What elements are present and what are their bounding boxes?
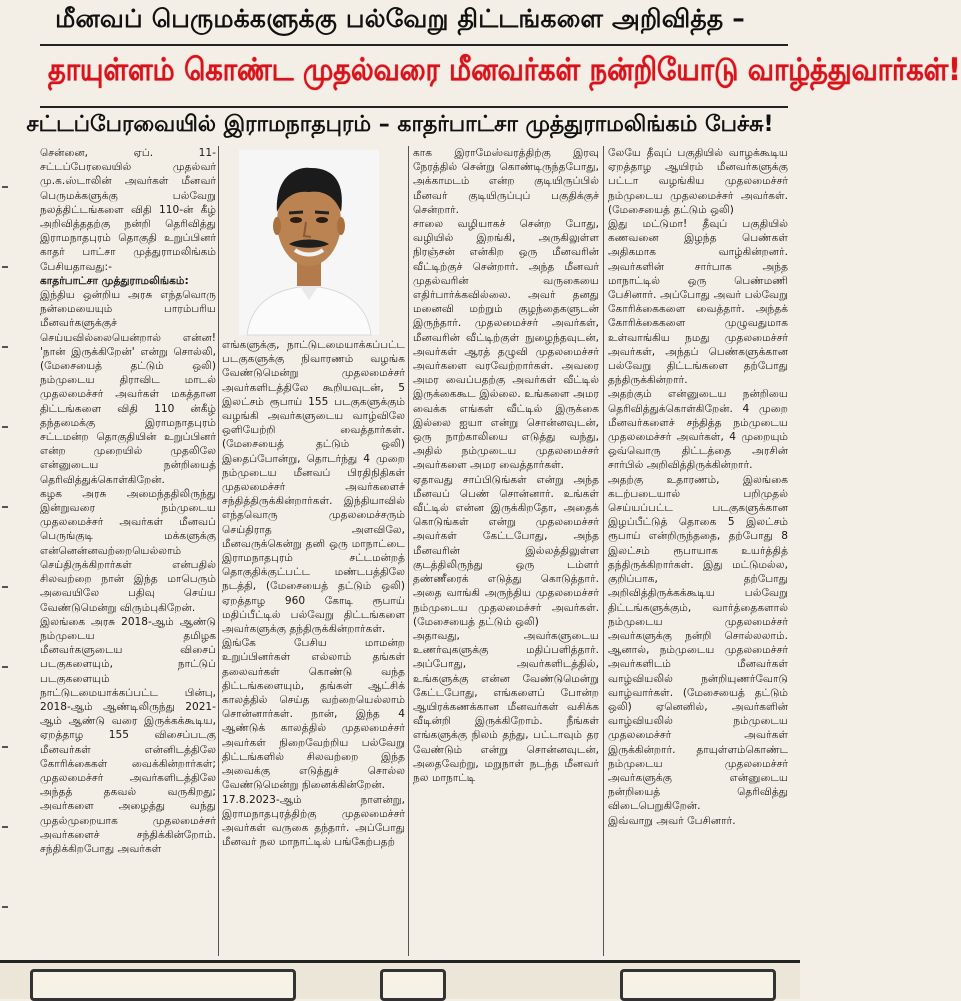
paragraph: லேயே தீவுப் பகுதியில் வாழக்கூடிய ஏறத்தாழ ஆயிரம் மீனவர்களுக்கு பட்டா வழங்கிய முதலமைச்சர் நம்முடைய முதலமைச்சர் அவர்கள். (மேசையைத் தட்டும் ஒலி): [608, 147, 788, 216]
headline-rule: [40, 106, 788, 108]
speaker-photo: [239, 150, 379, 335]
paragraph: இங்கே பேசிய மாமன்ற உறுப்பினர்கள் எல்லாம் தங்கள் தலைவர்கள் கொண்டு வந்த திட்டங்களையும், தங்கள் ஆட்சிக் காலத்தில் செய்த வற்றையெல்லாம் சொன்னார்கள். நான், இந்த 4 ஆண்டுக் காலத்தில் முதலமைச்சர் அவர்கள் நிறைவேற்றிய பல்வேறு திட்டங்களில் சிலவற்றை இந்த அவைக்கு எடுத்துச் சொல்ல வேண்டுமென்று நினைக்கின்றேன்.: [222, 637, 405, 792]
column-3: [413, 146, 599, 785]
decorative-frame-center: [380, 969, 446, 1001]
paragraph: இது மட்டுமா! தீவுப் பகுதியில் கணவனை இழந்த பெண்கள் அதிகமாக வாழ்கின்றனர். அவர்களின் சார்பாக அந்த மாநாட்டில் ஒரு பெண்மணி பேசினார். அப்போது அவர் பல்வேறு கோரிக்கைகளை வைத்தார். அந்தக் கோரிக்கைகளை முழுவதுமாக உள்வாங்கிய நமது முதலமைச்சர் அவர்கள், அந்தப் பெண்களுக்கான பல்வேறு திட்டங்களை தற்போது தந்திருக்கின்றார்.: [608, 218, 788, 387]
paragraph: காக இராமேஸ்வரத்திற்கு இரவு நேரத்தில் சென்று கொண்டிருந்தபோது, அக்காமடம் என்ற குடியிருப்பில் மீனவர் குடியிருப்புப் பகுதிக்குச் சென்றார்.: [413, 147, 599, 216]
decorative-frame-right: [620, 969, 776, 1001]
column-1: [40, 146, 216, 856]
speaker-name: காதர்பாட்சா முத்துராமலிங்கம்:: [40, 274, 189, 287]
paragraph: ஏதாவது சாப்பிடுங்கள் என்று அந்த மீனவப் பெண் சொன்னார். உங்கள் வீட்டில் என்ன இருக்கிறதோ, அதைக் கொடுங்கள் என்று முதலமைச்சர் அவர்கள் கேட்டபோது, அந்த மீனவரின் இல்லத்திலுள்ள குடத்திலிருந்து ஒரு டம்ளர் தண்ணீரைக் எடுத்து கொடுத்தார். அதை வாங்கி அருந்திய முதலமைச்சர் நம்முடைய முதலமைச்சர் அவர்கள். (மேசையைத் தட்டும் ஒலி): [413, 473, 599, 628]
portrait-illustration: [239, 150, 379, 335]
kicker-headline: மீனவப் பெருமக்களுக்கு பல்வேறு திட்டங்களை அறிவித்த –: [55, 4, 745, 33]
next-article-strip: [0, 960, 800, 999]
paragraph: இந்திய ஒன்றிய அரசு எந்தவொரு நன்மையையும் பாரம்பரிய மீனவர்களுக்குச் செய்யவில்லையென்றால் என்ன! 'நான் இருக்கிறேன்' என்று சொல்லி, (மேசையைத் தட்டும் ஒலி) நம்முடைய திராவிட மாடல் முதலமைச்சர் அவர்கள் மகத்தான திட்டங்களை விதி 110 ன்கீழ் தந்தமைக்கு இராமநாதபுரம் சட்டமன்ற தொகுதியின் உறுப்பினர் என்ற முறையில் முதலிலே என்னுடைய நன்றியைத் தெரிவித்துக்கொள்கிறேன்.: [40, 289, 216, 486]
column-divider-3: [603, 146, 604, 956]
paragraph: கழக அரசு அமைந்ததிலிருந்து இன்றுவரை நம்முடைய முதலமைச்சர் அவர்கள் மீனவப் பெருங்குடி மக்களுக்கு என்னென்னவற்றையெல்லாம் செய்திருக்கிறார்கள் என்பதில் சிலவற்றை நான் இந்த மாபெரும் அவையிலே பதிவு செய்ய வேண்டுமென்று விரும்புகிறேன்.: [40, 487, 216, 614]
dateline-paragraph: சென்னை, ஏப். 11- சட்டப்பேரவையில் முதல்வர் மு.க.ஸ்டாலின் அவர்கள் மீனவர் பெருமக்களுக்கு பல்வேறு நலத்திட்டங்களை விதி 110-ன் கீழ் அறிவித்ததற்கு நன்றி தெரிவித்து இராமநாதபுரம் தொகுதி உறுப்பினர் காதர் பாட்சா முத்துராமலிங்கம் பேசியதாவது:-: [40, 147, 216, 273]
paragraph: அதற்கு உதாரணம், இலங்கை கடற்படையால் பறிமுதல் செய்யப்பட்ட படகுகளுக்கான இழப்பீட்டுத் தொகை 5 இலட்சம் ரூபாய் என்றிருந்ததை, தற்போது 8 இலட்சம் ரூபாயாக உயர்த்தித் தந்திருக்கிறார்கள். இது மட்டுமல்ல, குறிப்பாக, தற்போது அறிவித்திருக்கக்கூடிய பல்வேறு திட்டங்களுக்கும், வார்த்தைகளால் நம்முடைய முதலமைச்சர் அவர்களுக்கு நன்றி சொல்லலாம். ஆனால், நம்முடைய முதலமைச்சர் அவர்களிடம் மீனவர்கள் வாழ்வியலில் நன்றியுணர்வோடு வாழ்வார்கள். (மேசையைத் தட்டும் ஒலி) ஏனெனில், அவர்களின் வாழ்வியலில் நம்முடைய முதலமைச்சர் அவர்கள் இருக்கின்றார். தாயுள்ளம்கொண்ட நம்முடைய முதலமைச்சர் அவர்களுக்கு என்னுடைய நன்றியைத் தெரிவித்து விடைபெறுகிறேன்.: [608, 473, 788, 813]
paragraph: எங்களுக்கு, நாட்டுடமையாக்கப்பட்ட படகுகளுக்கு நிவாரணம் வழங்க வேண்டுமென்று முதலமைச்சர் அவர்களிடத்திலே கூறியவுடன், 5 இலட்சம் ரூபாய் 155 படகுகளுக்கும் வழங்கி அவர்களுடைய வாழ்விலே ஒளியேற்றி வைத்தார்கள். (மேசையைத் தட்டும் ஒலி) இதைப்போன்று, தொடர்ந்து 4 முறை நம்முடைய மீனவப் பிரதிநிதிகள் முதலமைச்சர் அவர்களைச் சந்தித்திருக்கின்றார்கள். இந்தியாவில் எந்தவொரு முதலமைச்சரும் செய்திராத அளவிலே, மீனவருக்கென்று தனி ஒரு மாநாட்டை இராமநாதபுரம் சட்டமன்றத் தொகுதிக்குட்பட்ட மண்டபத்திலே நடத்தி, (மேசையைத் தட்டும் ஒலி) ஏறத்தாழ 960 கோடி ரூபாய் மதிப்பீட்டில் பல்வேறு திட்டங்களை அவர்களுக்கு தந்திருக்கின்றார்கள்.: [222, 339, 405, 636]
closing-line: இவ்வாறு அவர் பேசினார்.: [608, 814, 736, 827]
column-4: [608, 146, 788, 828]
paragraph: அதற்கும் என்னுடைய நன்றியை தெரிவித்துக்கொள்கிறேன். 4 முறை மீனவர்களைச் சந்தித்த நம்முடைய முதலமைச்சர் அவர்கள், 4 முறையும் ஒவ்வொரு திட்டத்தை அரசின் சார்பில் அறிவித்திருக்கின்றார்.: [608, 388, 788, 472]
subheadline: சட்டப்பேரவையில் இராமநாதபுரம் – காதர்பாட்சா முத்துராமலிங்கம் பேச்சு!: [26, 112, 774, 137]
paragraph: சாலை வழியாகச் சென்ற போது, வழியில் இறங்கி, அருகிலுள்ள நிரஞ்சன் என்கிற ஒரு மீனவரின் வீட்டிற்குச் சென்றார். அந்த மீனவர் முதல்வரின் வருகையை எதிர்பார்க்கவில்லை. அவர் தனது மனைவி மற்றும் குழந்தைகளுடன் இருந்தார். முதலமைச்சர் அவர்கள், மீனவரின் வீட்டிற்குள் நுழைந்தவுடன், அவர்கள் ஆரத் தழுவி முதலமைச்சர் அவர்களை வரவேற்றார்கள். அவரை அமர வைப்பதற்கு அவர்கள் வீட்டில் இருக்கைகூட இல்லை. உங்களை அமர வைக்க எங்கள் வீட்டில் இருக்கை இல்லை ஐயா என்று சொன்னவுடன், ஒரு நாற்காலியை எடுத்து வந்து, அதில் நம்முடைய முதலமைச்சர் அவர்களை அமர வைத்தார்கள்.: [413, 218, 599, 472]
paragraph: 17.8.2023-ஆம் நாளன்று, இராமநாதபுரத்திற்கு முதலமைச்சர் அவர்கள் வருகை தந்தார். அப்போது மீனவர் நல மாநாட்டில் பங்கேற்பதற்: [222, 793, 405, 849]
column-2: [222, 338, 405, 849]
column-divider-1: [218, 146, 219, 956]
top-rule: [40, 44, 788, 46]
column-divider-2: [408, 146, 409, 956]
main-headline: தாயுள்ளம் கொண்ட முதல்வரை மீனவர்கள் நன்றியோடு வாழ்த்துவார்கள்!: [48, 52, 961, 88]
paragraph: இலங்கை அரசு 2018-ஆம் ஆண்டு நம்முடைய தமிழக மீனவர்களுடைய விசைப் படகுகளையும், நாட்டுப் படகுகளையும் நாட்டுடமையாக்கப்பட்ட பின்பு, 2018-ஆம் ஆண்டிலிருந்து 2021-ஆம் ஆண்டு வரை இருக்கக்கூடிய, ஏறத்தாழ 155 விசைப்படகு மீனவர்கள் என்னிடத்திலே கோரிக்கைகள் வைக்கின்றார்கள்; முதலமைச்சர் அவர்களிடத்திலே அந்தத் தகவல் வருகிறது; அவர்களை அழைத்து வந்து முதல்முறையாக முதலமைச்சர் அவர்களைச் சந்திக்கின்றோம். சந்திக்கிறபோது அவர்கள்: [40, 615, 216, 855]
left-margin-ruler: [0, 146, 10, 996]
decorative-frame-left: [30, 969, 296, 1001]
paragraph: அதாவது, அவர்களுடைய உணர்வுகளுக்கு மதிப்பளித்தார். அப்போது, அவர்களிடத்தில், உங்களுக்கு என்ன வேண்டுமென்று கேட்டபோது, எங்களைப் போன்ற ஆயிரக்கணக்கான மீனவர்கள் வசிக்க வீடின்றி இருக்கிறோம். நீங்கள் எங்களுக்கு நிலம் தந்து, பட்டாவும் தர வேண்டும் என்று சொன்னவுடன், அதைவேற்று, மறுநாள் நடந்த மீனவர் நல மாநாட்டி: [413, 629, 599, 784]
